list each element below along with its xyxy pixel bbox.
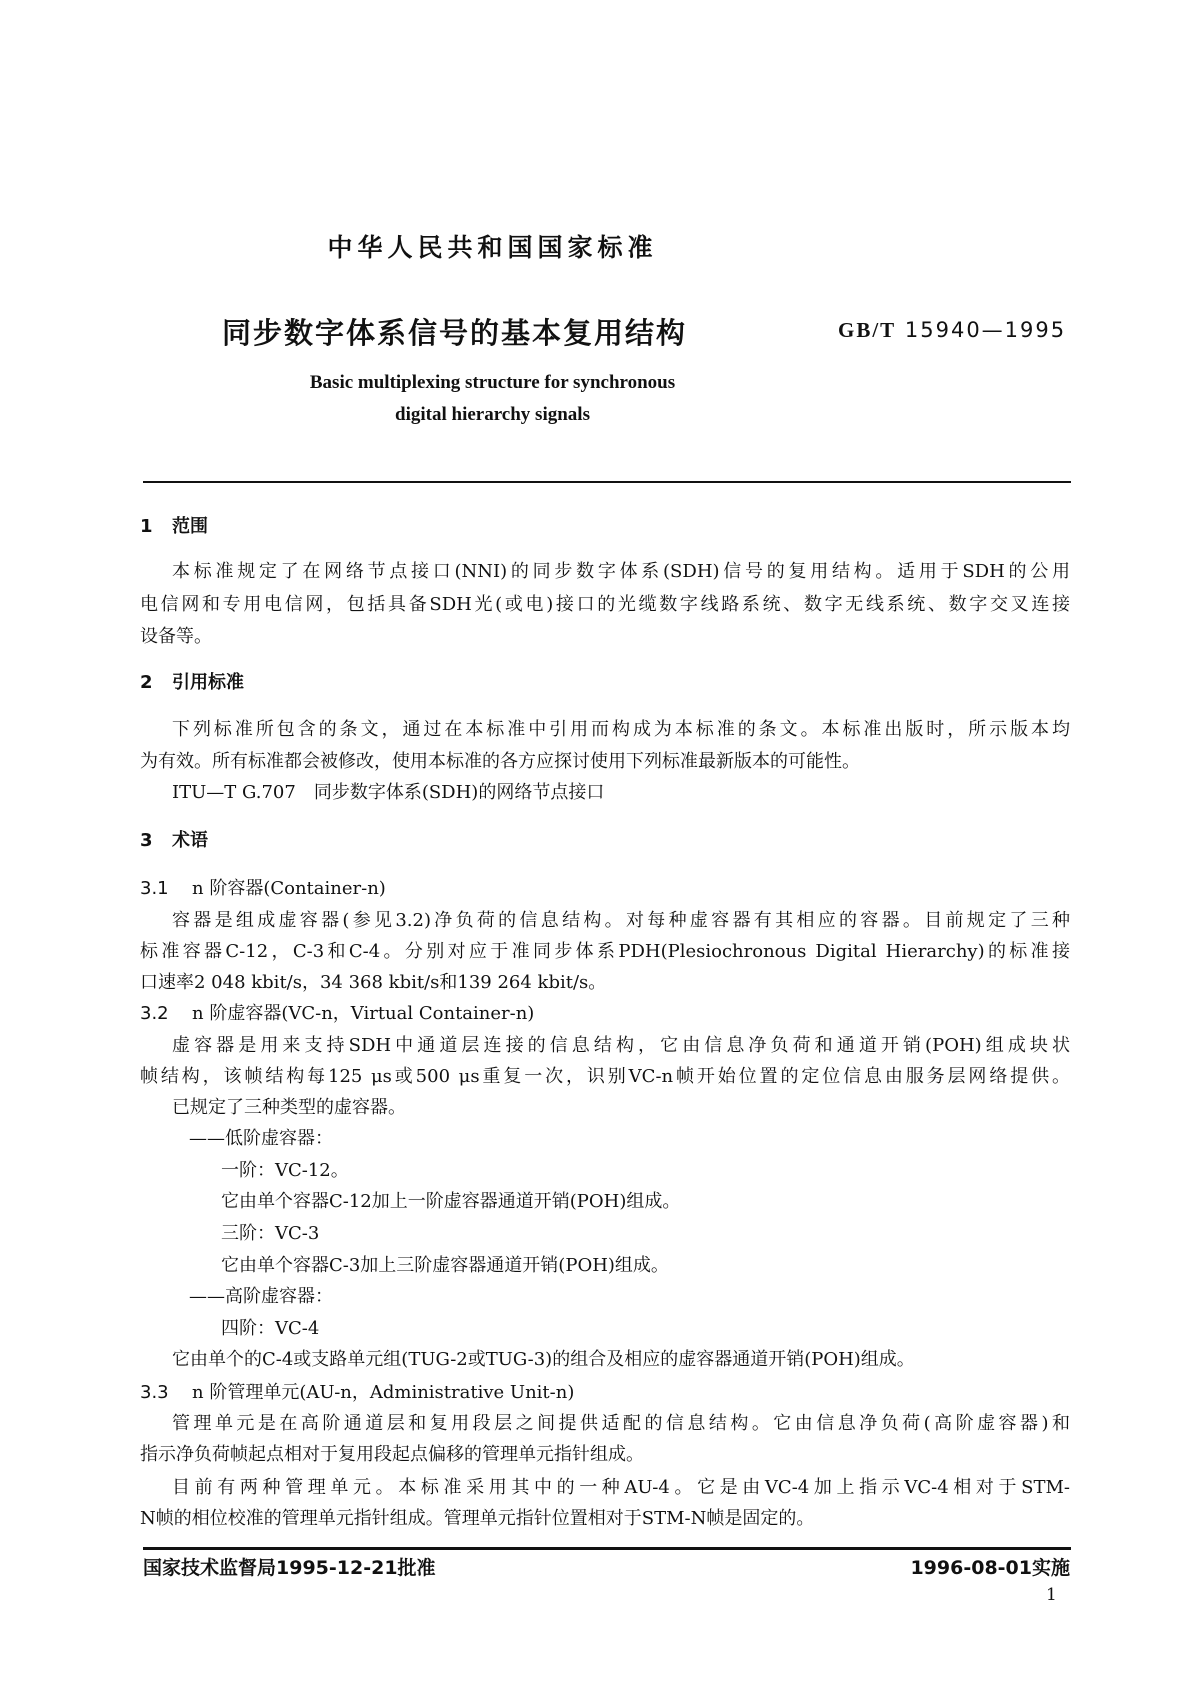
paragraph-line: 容器是组成虚容器(参见3.2)净负荷的信息结构。对每种虚容器有其相应的容器。目前规定了三种	[172, 910, 1070, 931]
paragraph-line: 口速率2 048 kbit/s，34 368 kbit/s和139 264 kbit/s。	[140, 972, 607, 993]
paragraph-line: 管理单元是在高阶通道层和复用段层之间提供适配的信息结构。它由信息净负荷(高阶虚容器)和	[172, 1413, 1070, 1434]
paragraph-line: 它由单个的C-4或支路单元组(TUG-2或TUG-3)的组合及相应的虚容器通道开销(POH)组成。	[172, 1349, 915, 1370]
paragraph-line: 帧结构，该帧结构每125 μs或500 μs重复一次，识别VC-n帧开始位置的定位信息由服务层网络提供。	[140, 1066, 1070, 1087]
section-heading: 1 范围	[140, 516, 208, 537]
document-title-cn: 同步数字体系信号的基本复用结构	[222, 316, 688, 350]
section-heading: 2 引用标准	[140, 672, 244, 693]
footer-divider	[143, 1547, 1071, 1550]
header-divider	[143, 481, 1071, 483]
paragraph-line: 设备等。	[140, 626, 212, 647]
paragraph-line: 下列标准所包含的条文，通过在本标准中引用而构成为本标准的条文。本标准出版时，所示版本均	[172, 719, 1070, 740]
national-standard-label: 中华人民共和国国家标准	[327, 233, 658, 262]
paragraph-line: 电信网和专用电信网，包括具备SDH光(或电)接口的光缆数字线路系统、数字无线系统、数字交叉连接	[140, 594, 1070, 615]
list-item: ——高阶虚容器：	[189, 1286, 333, 1307]
subsection-heading: 3.2 n 阶虚容器(VC-n，Virtual Container-n)	[140, 1003, 535, 1024]
paragraph-line: 本标准规定了在网络节点接口(NNI)的同步数字体系(SDH)信号的复用结构。适用于SDH的公用	[172, 561, 1070, 582]
paragraph-line: 目前有两种管理单元。本标准采用其中的一种AU-4。它是由VC-4加上指示VC-4相对于STM-	[172, 1477, 1070, 1498]
paragraph-line: 标准容器C-12，C-3和C-4。分别对应于准同步体系PDH(Plesiochronous Digital Hierarchy)的标准接	[140, 941, 1070, 962]
list-item: 它由单个容器C-3加上三阶虚容器通道开销(POH)组成。	[221, 1255, 669, 1276]
subsection-heading: 3.1 n 阶容器(Container-n)	[140, 878, 386, 899]
document-title-en-1: Basic multiplexing structure for synchronous	[309, 372, 676, 393]
list-item: ——低阶虚容器：	[189, 1128, 333, 1149]
list-item: 一阶：VC-12。	[221, 1160, 349, 1181]
paragraph-line: 为有效。所有标准都会被修改，使用本标准的各方应探讨使用下列标准最新版本的可能性。	[140, 751, 860, 772]
document-title-en-2: digital hierarchy signals	[395, 404, 590, 425]
implementation-date: 1996-08-01实施	[910, 1557, 1070, 1579]
page-number: 1	[1046, 1585, 1057, 1605]
reference-item: ITU—T G.707 同步数字体系(SDH)的网络节点接口	[172, 782, 605, 803]
list-item: 它由单个容器C-12加上一阶虚容器通道开销(POH)组成。	[221, 1191, 681, 1212]
paragraph-line: 虚容器是用来支持SDH中通道层连接的信息结构，它由信息净负荷和通道开销(POH)组成块状	[172, 1035, 1070, 1056]
section-heading: 3 术语	[140, 830, 208, 851]
paragraph-line: 指示净负荷帧起点相对于复用段起点偏移的管理单元指针组成。	[140, 1444, 644, 1465]
list-item: 四阶：VC-4	[221, 1318, 320, 1339]
standard-number: GB/T 15940—1995	[838, 318, 1067, 342]
approval-date: 国家技术监督局1995-12-21批准	[143, 1557, 436, 1579]
paragraph-line: 已规定了三种类型的虚容器。	[172, 1097, 406, 1118]
list-item: 三阶：VC-3	[221, 1223, 320, 1244]
subsection-heading: 3.3 n 阶管理单元(AU-n，Administrative Unit-n)	[140, 1382, 575, 1403]
paragraph-line: N帧的相位校准的管理单元指针组成。管理单元指针位置相对于STM-N帧是固定的。	[140, 1508, 815, 1529]
